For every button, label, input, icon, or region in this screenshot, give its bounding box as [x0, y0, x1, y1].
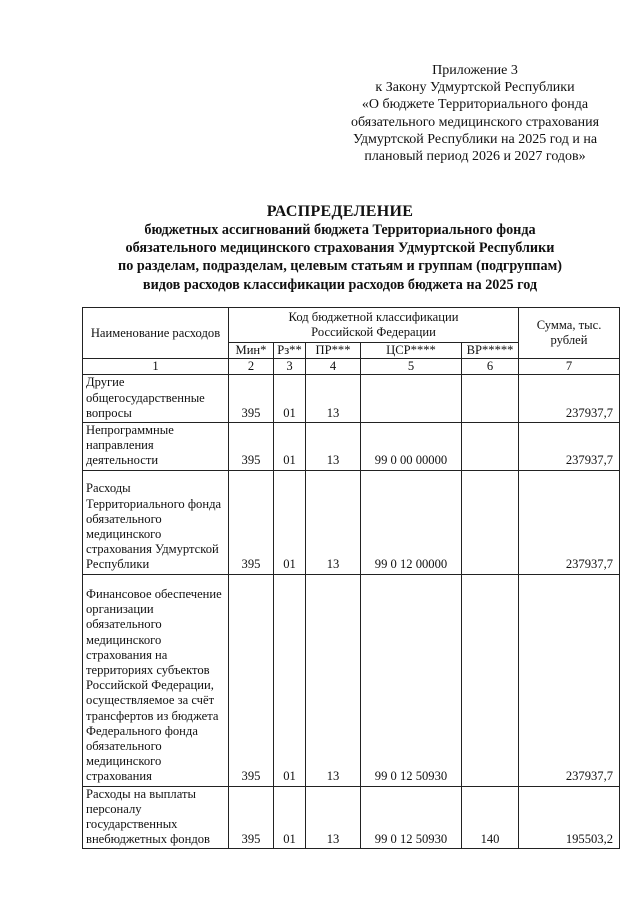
row-rz: 01 — [274, 574, 306, 786]
header-rz: Рз** — [274, 343, 306, 359]
appendix-line: Удмуртской Республики на 2025 год и на — [352, 131, 598, 147]
table-row — [83, 423, 620, 471]
header-min: Мин* — [229, 343, 274, 359]
table-header-row — [83, 308, 620, 343]
table-row — [83, 574, 620, 786]
header-pr: ПР*** — [306, 343, 361, 359]
row-name: Финансовое обеспечение организации обязательного медицинского страхования на территориях субъектов Российской Федерации, осуществляемое за счёт трансфертов из бюджета Федерального фонда обязательного медицинского страхования — [83, 574, 229, 786]
row-name: Непрограммные направления деятельности — [83, 423, 229, 471]
title-line: бюджетных ассигнований бюджета Территориального фонда — [144, 222, 536, 238]
row-rz: 01 — [274, 423, 306, 471]
appendix-line: «О бюджете Территориального фонда — [361, 97, 589, 113]
row-pr: 13 — [306, 423, 361, 471]
row-sum: 237937,7 — [519, 375, 620, 423]
column-number: 1 — [83, 359, 229, 375]
row-vr — [462, 423, 519, 471]
row-rz: 01 — [274, 470, 306, 574]
row-csr — [361, 375, 462, 423]
row-csr: 99 0 12 50930 — [361, 574, 462, 786]
title-line: по разделам, подразделам, целевым статьям и группам (подгруппам) — [118, 258, 562, 275]
row-name: Расходы на выплаты персоналу государственных внебюджетных фондов — [83, 786, 229, 849]
row-min: 395 — [229, 470, 274, 574]
row-rz: 01 — [274, 786, 306, 849]
header-vr: ВР***** — [462, 343, 519, 359]
column-number: 3 — [274, 359, 306, 375]
row-vr — [462, 470, 519, 574]
row-min: 395 — [229, 423, 274, 471]
appendix-line: обязательного медицинского страхования — [350, 114, 600, 130]
title-line: обязательного медицинского страхования Удмуртской Республики — [125, 240, 555, 257]
column-number: 6 — [462, 359, 519, 375]
table-row — [83, 786, 620, 849]
row-vr — [462, 375, 519, 423]
row-csr: 99 0 00 00000 — [361, 423, 462, 471]
row-vr — [462, 574, 519, 786]
row-vr: 140 — [462, 786, 519, 849]
appendix-header — [325, 62, 625, 165]
row-sum: 237937,7 — [519, 470, 620, 574]
row-pr: 13 — [306, 786, 361, 849]
row-name: Другие общегосударственные вопросы — [83, 375, 229, 423]
table-row — [83, 470, 620, 574]
header-code-group: Код бюджетной классификации Российской Федерации — [229, 308, 519, 343]
column-number: 7 — [519, 359, 620, 375]
row-min: 395 — [229, 574, 274, 786]
appendix-line: к Закону Удмуртской Республики — [375, 80, 575, 96]
row-csr: 99 0 12 00000 — [361, 470, 462, 574]
row-name: Расходы Территориального фонда обязательного медицинского страхования Удмуртской Республики — [83, 470, 229, 574]
header-csr: ЦСР**** — [361, 343, 462, 359]
row-min: 395 — [229, 375, 274, 423]
row-min: 395 — [229, 786, 274, 849]
budget-table — [82, 307, 620, 849]
row-sum: 195503,2 — [519, 786, 620, 849]
table-row — [83, 375, 620, 423]
title-main: РАСПРЕДЕЛЕНИЕ — [266, 203, 414, 220]
header-sum: Сумма, тыс. рублей — [519, 308, 620, 359]
title-line: видов расходов классификации расходов бюджета на 2025 год — [142, 276, 538, 293]
header-name: Наименование расходов — [83, 308, 229, 359]
column-number: 4 — [306, 359, 361, 375]
row-pr: 13 — [306, 470, 361, 574]
row-sum: 237937,7 — [519, 423, 620, 471]
document-title — [60, 203, 620, 294]
column-number: 2 — [229, 359, 274, 375]
row-rz: 01 — [274, 375, 306, 423]
row-pr: 13 — [306, 375, 361, 423]
row-sum: 237937,7 — [519, 574, 620, 786]
row-csr: 99 0 12 50930 — [361, 786, 462, 849]
column-number-row — [83, 359, 620, 375]
appendix-line: Приложение 3 — [432, 63, 518, 78]
appendix-line: плановый период 2026 и 2027 годов» — [364, 149, 586, 165]
row-pr: 13 — [306, 574, 361, 786]
column-number: 5 — [361, 359, 462, 375]
